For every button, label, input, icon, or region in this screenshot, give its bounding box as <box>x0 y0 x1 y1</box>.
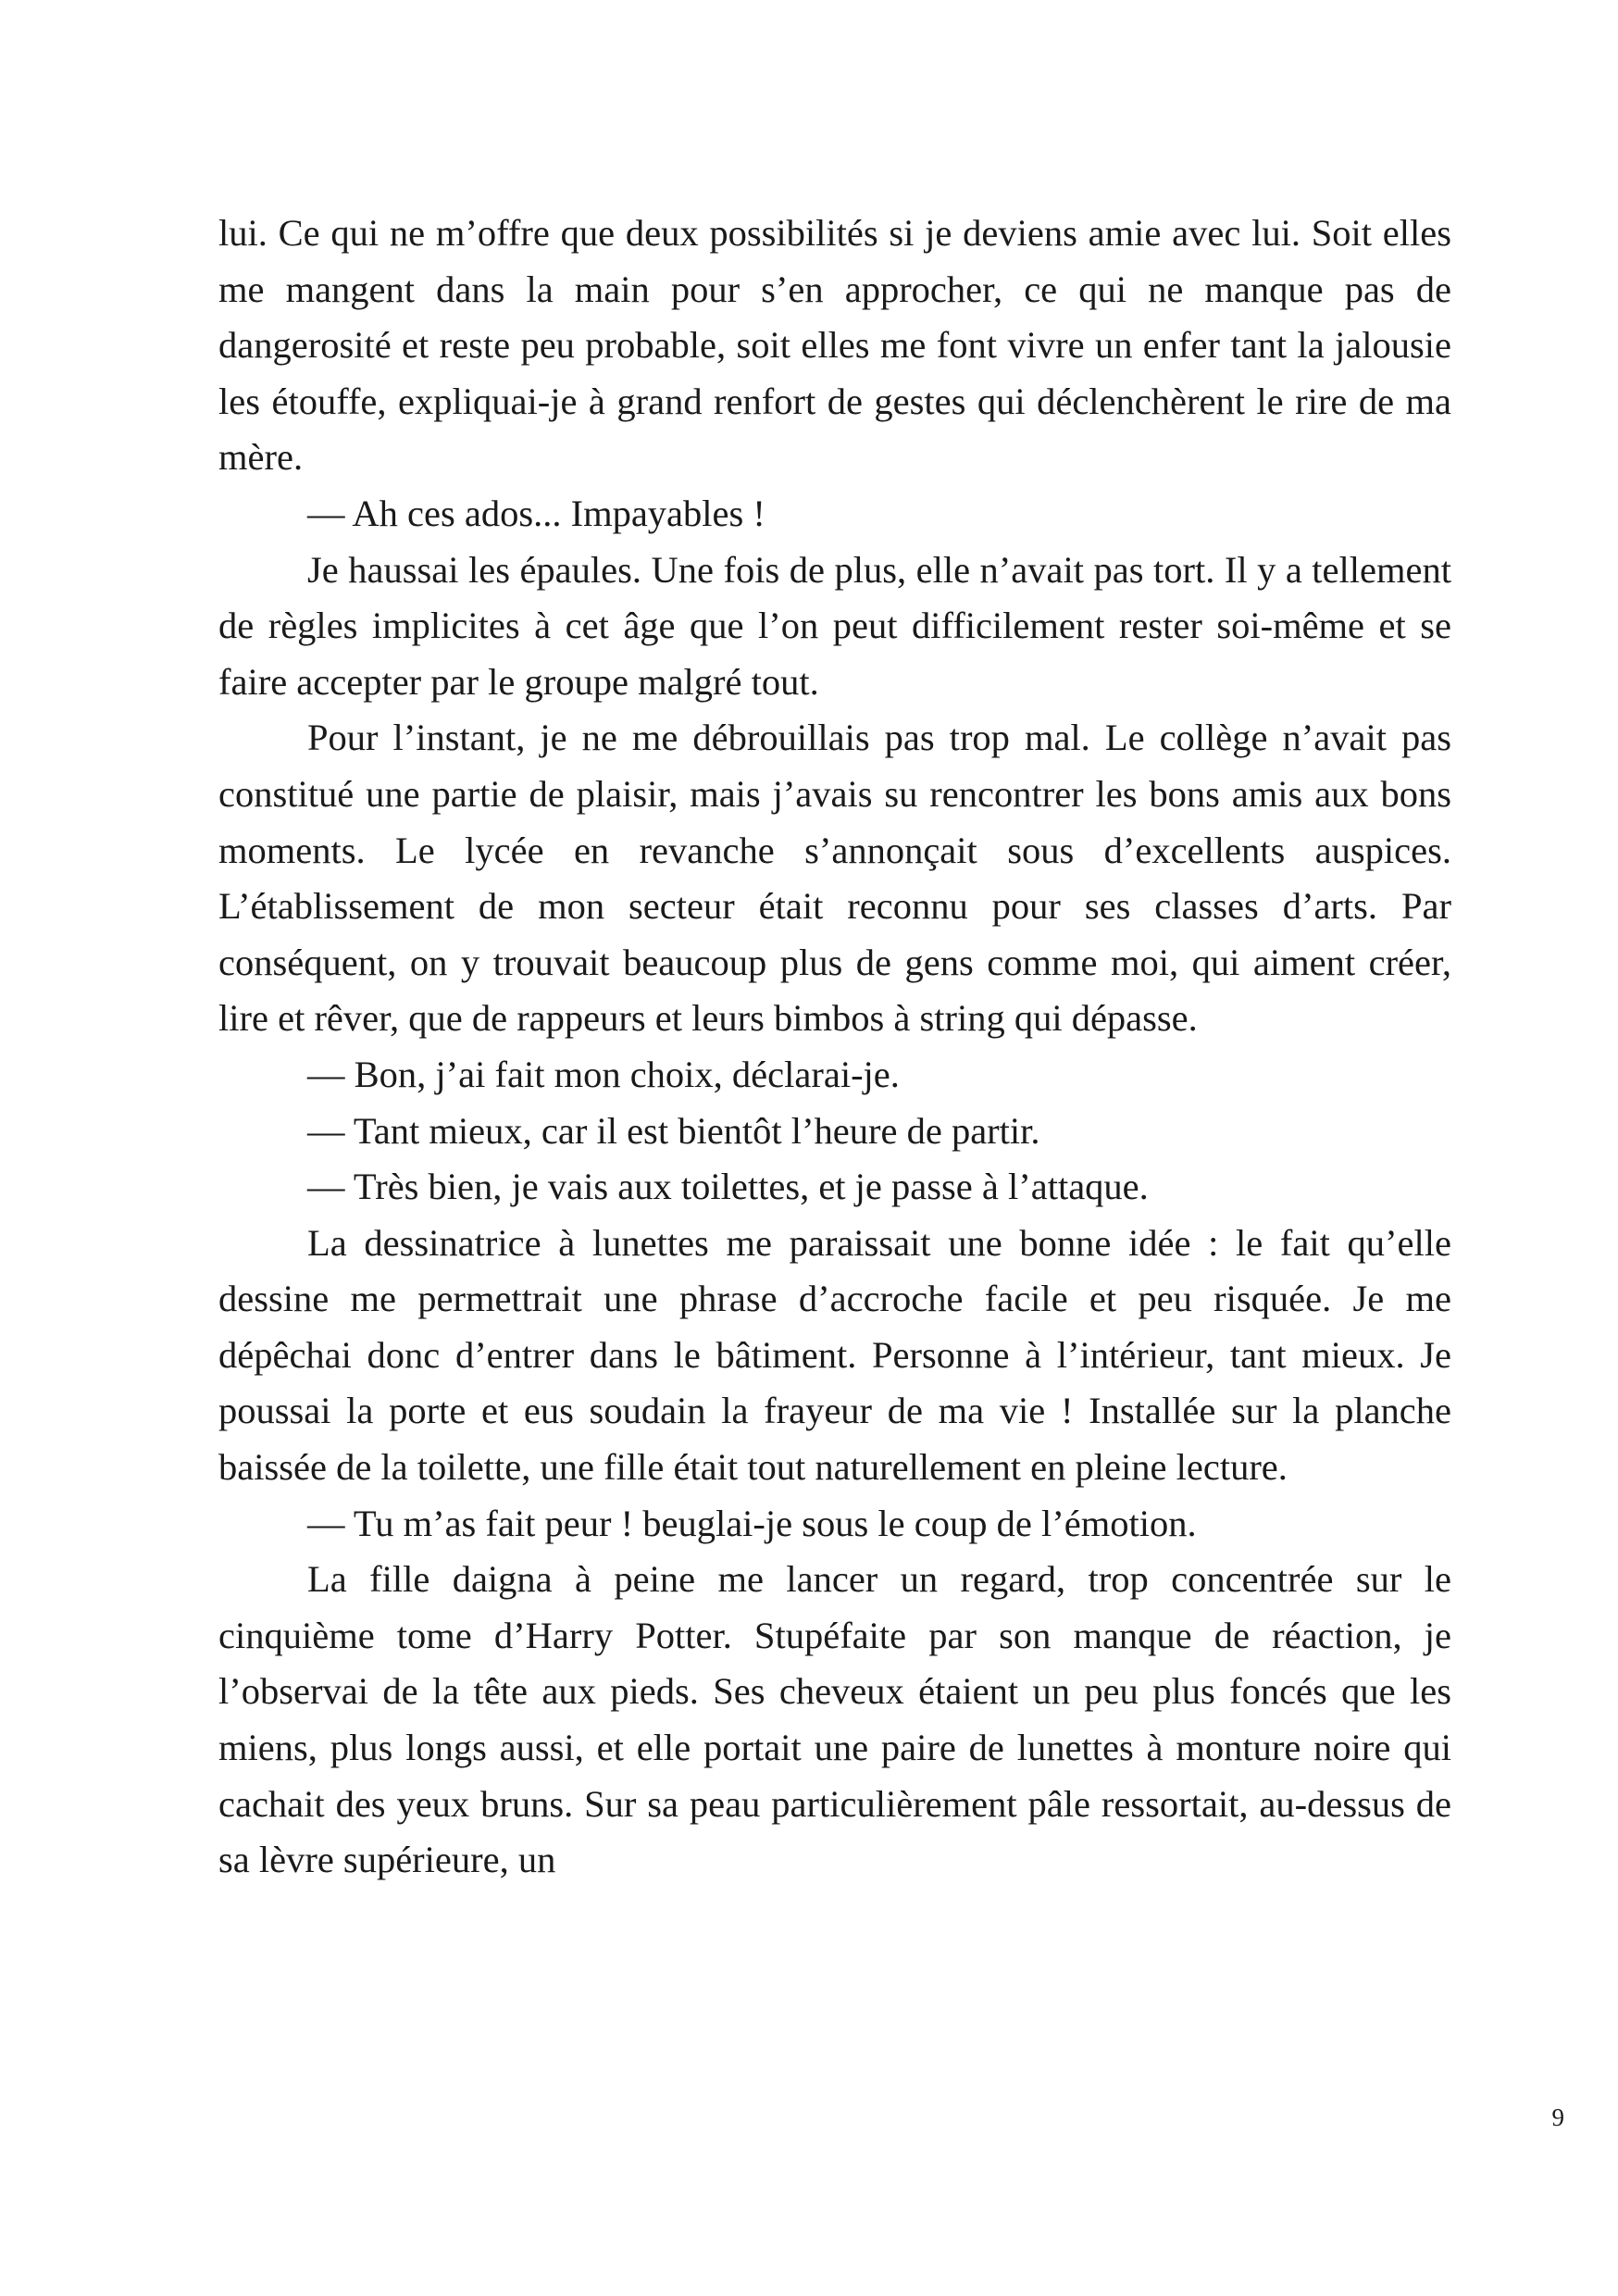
dialogue-line: — Très bien, je vais aux toilettes, et je passe à l’attaque. <box>307 1166 1149 1208</box>
paragraph: Pour l’instant, je ne me débrouillais pas trop mal. Le collège n’avait pas constitué une partie de plaisir, mais j’avais su rencontrer les bons amis aux bons moments. Le lycée en revanche s’annonçait sous d’excellents auspices. L’établissement de mon secteur était reconnu pour ses classes d’arts. Par conséquent, on y trouvait beaucoup plus de gens comme moi, qui aiment créer, lire et rêver, que de rappeurs et leurs bimbos à string qui dépasse. <box>218 717 1451 1040</box>
dialogue-line: — Tu m’as fait peur ! beuglai-je sous le coup de l’émotion. <box>307 1502 1197 1544</box>
paragraph-continuation: lui. Ce qui ne m’offre que deux possibilités si je deviens amie avec lui. Soit elles me mangent dans la main pour s’en approcher, ce qui ne manque pas de dangerosité et reste peu probable, soit elles me font vivre un enfer tant la jalousie les étouffe, expliquai-je à grand renfort de gestes qui déclenchèrent le rire de ma mère. <box>218 212 1451 479</box>
dialogue-line: — Ah ces ados... Impayables ! <box>307 492 765 534</box>
dialogue-line: — Tant mieux, car il est bientôt l’heure de partir. <box>307 1109 1040 1152</box>
dialogue-line: — Bon, j’ai fait mon choix, déclarai-je. <box>307 1053 900 1095</box>
body-text <box>218 206 1451 1889</box>
paragraph: Je haussai les épaules. Une fois de plus, elle n’avait pas tort. Il y a tellement de règles implicites à cet âge que l’on peut difficilement rester soi-même et se faire accepter par le groupe malgré tout. <box>218 548 1451 703</box>
paragraph: La dessinatrice à lunettes me paraissait une bonne idée : le fait qu’elle dessine me permettrait une phrase d’accroche facile et peu risquée. Je me dépêchai donc d’entrer dans le bâtiment. Personne à l’intérieur, tant mieux. Je poussai la porte et eus soudain la frayeur de ma vie ! Installée sur la planche baissée de la toilette, une fille était tout naturellement en pleine lecture. <box>218 1221 1451 1489</box>
page-number: 9 <box>1551 2103 1564 2131</box>
paragraph: La fille daigna à peine me lancer un regard, trop concentrée sur le cinquième tome d’Harry Potter. Stupéfaite par son manque de réaction, je l’observai de la tête aux pieds. Ses cheveux étaient un peu plus foncés que les miens, plus longs aussi, et elle portait une paire de lunettes à monture noire qui cachait des yeux bruns. Sur sa peau particulièrement pâle ressortait, au-dessus de sa lèvre supérieure, un <box>218 1558 1451 1881</box>
